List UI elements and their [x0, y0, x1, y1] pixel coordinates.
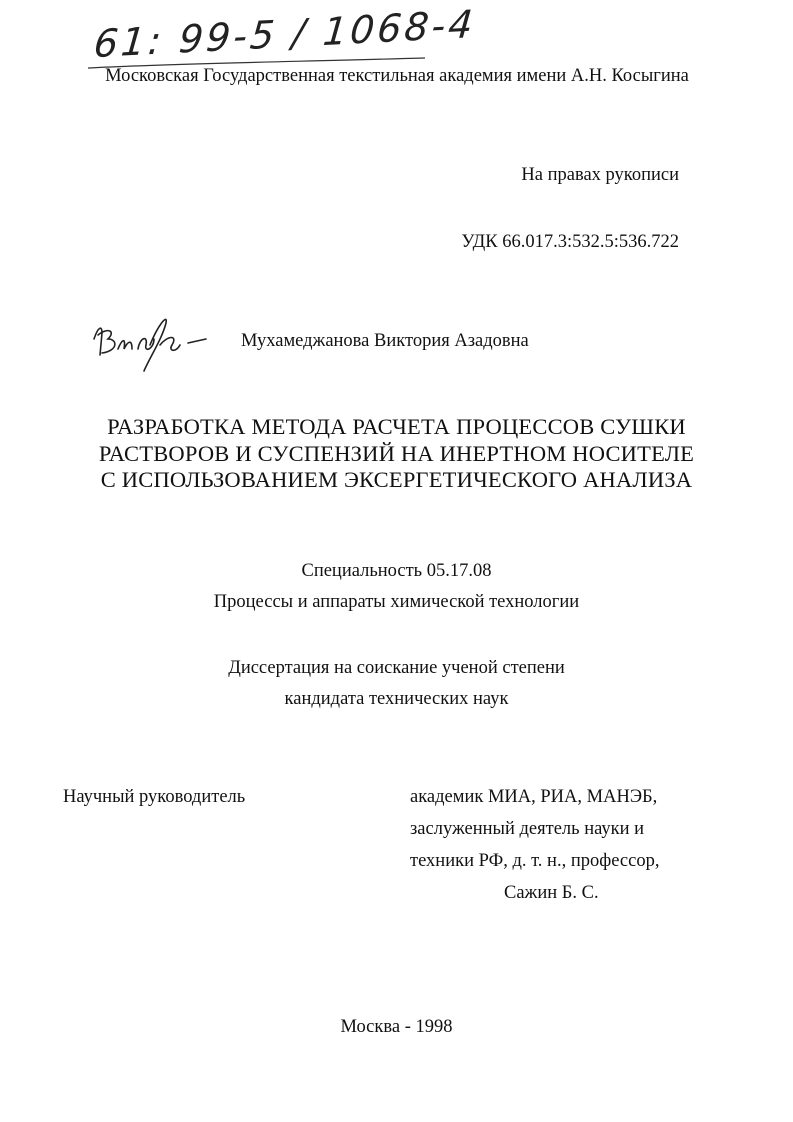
institution-name: Московская Государственная текстильная академия имени А.Н. Косыгина	[105, 66, 689, 86]
supervisor-credential-3: техники РФ, д. т. н., профессор,	[410, 851, 660, 871]
dissertation-title	[60, 414, 733, 494]
title-line-1: РАЗРАБОТКА МЕТОДА РАСЧЕТА ПРОЦЕССОВ СУШКИ	[107, 414, 686, 439]
udk-code: УДК 66.017.3:532.5:536.722	[461, 232, 679, 252]
title-line-2: РАСТВОРОВ И СУСПЕНЗИЙ НА ИНЕРТНОМ НОСИТЕЛЕ	[98, 440, 695, 466]
supervisor-name: Сажин Б. С.	[504, 883, 599, 903]
supervisor-label: Научный руководитель	[63, 787, 246, 807]
specialty-name: Процессы и аппараты химической технологии	[213, 592, 580, 612]
supervisor-credential-2: заслуженный деятель науки и	[410, 819, 645, 839]
degree-line-1: Диссертация на соискание ученой степени	[228, 658, 565, 678]
supervisor-credential-1: академик МИА, РИА, МАНЭБ,	[410, 787, 658, 807]
city-year: Москва - 1998	[340, 1017, 453, 1037]
handwritten-signature	[88, 305, 218, 377]
degree-line-2: кандидата технических наук	[284, 689, 509, 709]
title-line-3: С ИСПОЛЬЗОВАНИЕМ ЭКСЕРГЕТИЧЕСКОГО АНАЛИЗА	[100, 467, 693, 492]
rights-note: На правах рукописи	[521, 165, 679, 185]
supervisor-details	[410, 786, 700, 914]
archive-number-text: 61: 99-5 / 1068-4	[92, 1, 478, 67]
specialty-code: Специальность 05.17.08	[301, 561, 492, 581]
author-name: Мухамеджанова Виктория Азадовна	[241, 331, 529, 351]
